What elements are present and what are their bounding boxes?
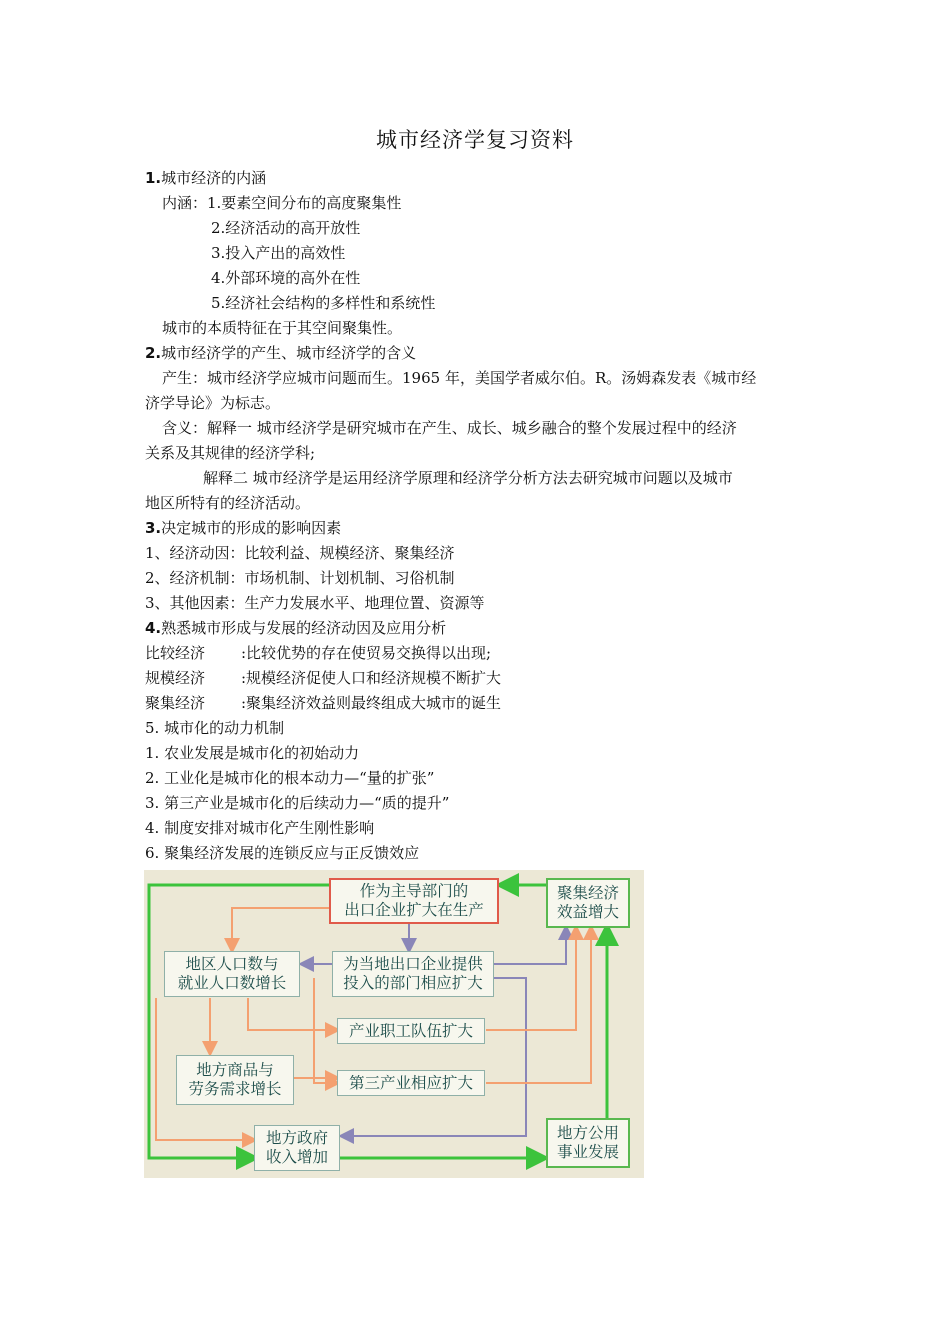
text-line <box>211 243 345 263</box>
line-text: 熟悉城市形成与发展的经济动因及应用分析 <box>161 619 447 637</box>
text-line <box>162 318 402 338</box>
line-text: :聚集经济效益则最终组成大城市的诞生 <box>241 694 502 712</box>
text-line <box>211 218 360 238</box>
term-label: 比较经济 <box>145 644 206 662</box>
line-text: 关系及其规律的经济学科; <box>145 444 316 462</box>
text-line <box>145 668 501 688</box>
text-line <box>145 168 266 188</box>
box-tertiary-expansion: 第三产业相应扩大 <box>337 1070 485 1096</box>
text-line <box>145 518 341 538</box>
line-text: 1. 农业发展是城市化的初始动力 <box>145 744 360 762</box>
term-label: 聚集经济 <box>145 694 206 712</box>
box-population-growth: 地区人口数与 就业人口数增长 <box>164 951 300 997</box>
box-input-sector-expansion: 为当地出口企业提供 投入的部门相应扩大 <box>332 951 494 997</box>
text-line <box>162 193 401 213</box>
section-number: 4. <box>145 619 162 637</box>
box-workforce-expansion: 产业职工队伍扩大 <box>337 1018 485 1044</box>
line-text: 4.外部环境的高外在性 <box>211 269 361 287</box>
box-agglomeration-benefit: 聚集经济 效益增大 <box>546 878 630 928</box>
feedback-diagram <box>144 870 644 1178</box>
text-line <box>145 443 315 463</box>
line-text: 地区所特有的经济活动。 <box>145 494 311 512</box>
text-line <box>145 818 374 838</box>
text-line <box>211 268 360 288</box>
arrow-export-to-population <box>232 908 329 950</box>
text-line <box>145 743 359 763</box>
line-text: 2.经济活动的高开放性 <box>211 219 361 237</box>
text-line <box>162 368 756 388</box>
line-text: 2. 工业化是城市化的根本动力—“量的扩张” <box>145 769 435 787</box>
arrow-export-to-revenue <box>149 885 329 1158</box>
line-text: 决定城市的形成的影响因素 <box>161 519 342 537</box>
line-text: :比较优势的存在使贸易交换得以出现; <box>241 644 492 662</box>
text-line <box>145 593 485 613</box>
text-line <box>145 493 310 513</box>
line-text: 4. 制度安排对城市化产生刚性影响 <box>145 819 375 837</box>
box-demand-growth: 地方商品与 劳务需求增长 <box>176 1055 294 1105</box>
line-text: 6. 聚集经济发展的连锁反应与正反馈效应 <box>145 844 420 862</box>
line-text: 解释二 城市经济学是运用经济学原理和经济学分析方法去研究城市问题以及城市 <box>203 469 733 487</box>
line-text: 5.经济社会结构的多样性和系统性 <box>211 294 436 312</box>
text-line <box>145 568 455 588</box>
box-government-revenue: 地方政府 收入增加 <box>254 1125 340 1171</box>
text-line <box>145 718 284 738</box>
text-line <box>145 643 491 663</box>
line-text: 产生：城市经济学应城市问题而生。1965 年，美国学者威尔伯。R。汤姆森发表《城市经 <box>162 369 757 387</box>
text-line <box>162 418 737 438</box>
text-line <box>145 768 434 788</box>
box-export-expansion: 作为主导部门的 出口企业扩大在生产 <box>329 878 499 924</box>
line-text: 2、经济机制：市场机制、计划机制、习俗机制 <box>145 569 455 587</box>
line-text: 1、经济动因：比较利益、规模经济、聚集经济 <box>145 544 455 562</box>
line-text: 济学导论》为标志。 <box>145 394 281 412</box>
line-text: 3、其他因素：生产力发展水平、地理位置、资源等 <box>145 594 485 612</box>
arrow-supply-to-revenue <box>342 978 526 1136</box>
line-text: 内涵：1.要素空间分布的高度聚集性 <box>162 194 402 212</box>
line-text: 5. 城市化的动力机制 <box>145 719 285 737</box>
text-line <box>145 343 416 363</box>
line-text: 3. 第三产业是城市化的后续动力—“质的提升” <box>145 794 450 812</box>
line-text: 3.投入产出的高效性 <box>211 244 346 262</box>
text-line <box>145 393 280 413</box>
text-line <box>145 618 446 638</box>
text-line <box>203 468 733 488</box>
section-number: 3. <box>145 519 162 537</box>
line-text: 城市经济学的产生、城市经济学的含义 <box>161 344 417 362</box>
text-line <box>145 843 419 863</box>
text-line <box>211 293 435 313</box>
section-number: 2. <box>145 344 162 362</box>
term-label: 规模经济 <box>145 669 206 687</box>
line-text: :规模经济促使人口和经济规模不断扩大 <box>241 669 502 687</box>
section-number: 1. <box>145 169 162 187</box>
text-line <box>145 693 501 713</box>
page-title: 城市经济学复习资料 <box>376 128 574 152</box>
arrow-supply-to-agglom <box>494 928 566 964</box>
line-text: 含义：解释一 城市经济学是研究城市在产生、成长、城乡融合的整个发展过程中的经济 <box>162 419 737 437</box>
box-public-utilities: 地方公用 事业发展 <box>546 1118 630 1168</box>
text-line <box>145 543 455 563</box>
text-line <box>145 793 449 813</box>
arrow-population-to-workforce <box>248 998 337 1030</box>
line-text: 城市的本质特征在于其空间聚集性。 <box>162 319 403 337</box>
line-text: 城市经济的内涵 <box>161 169 267 187</box>
